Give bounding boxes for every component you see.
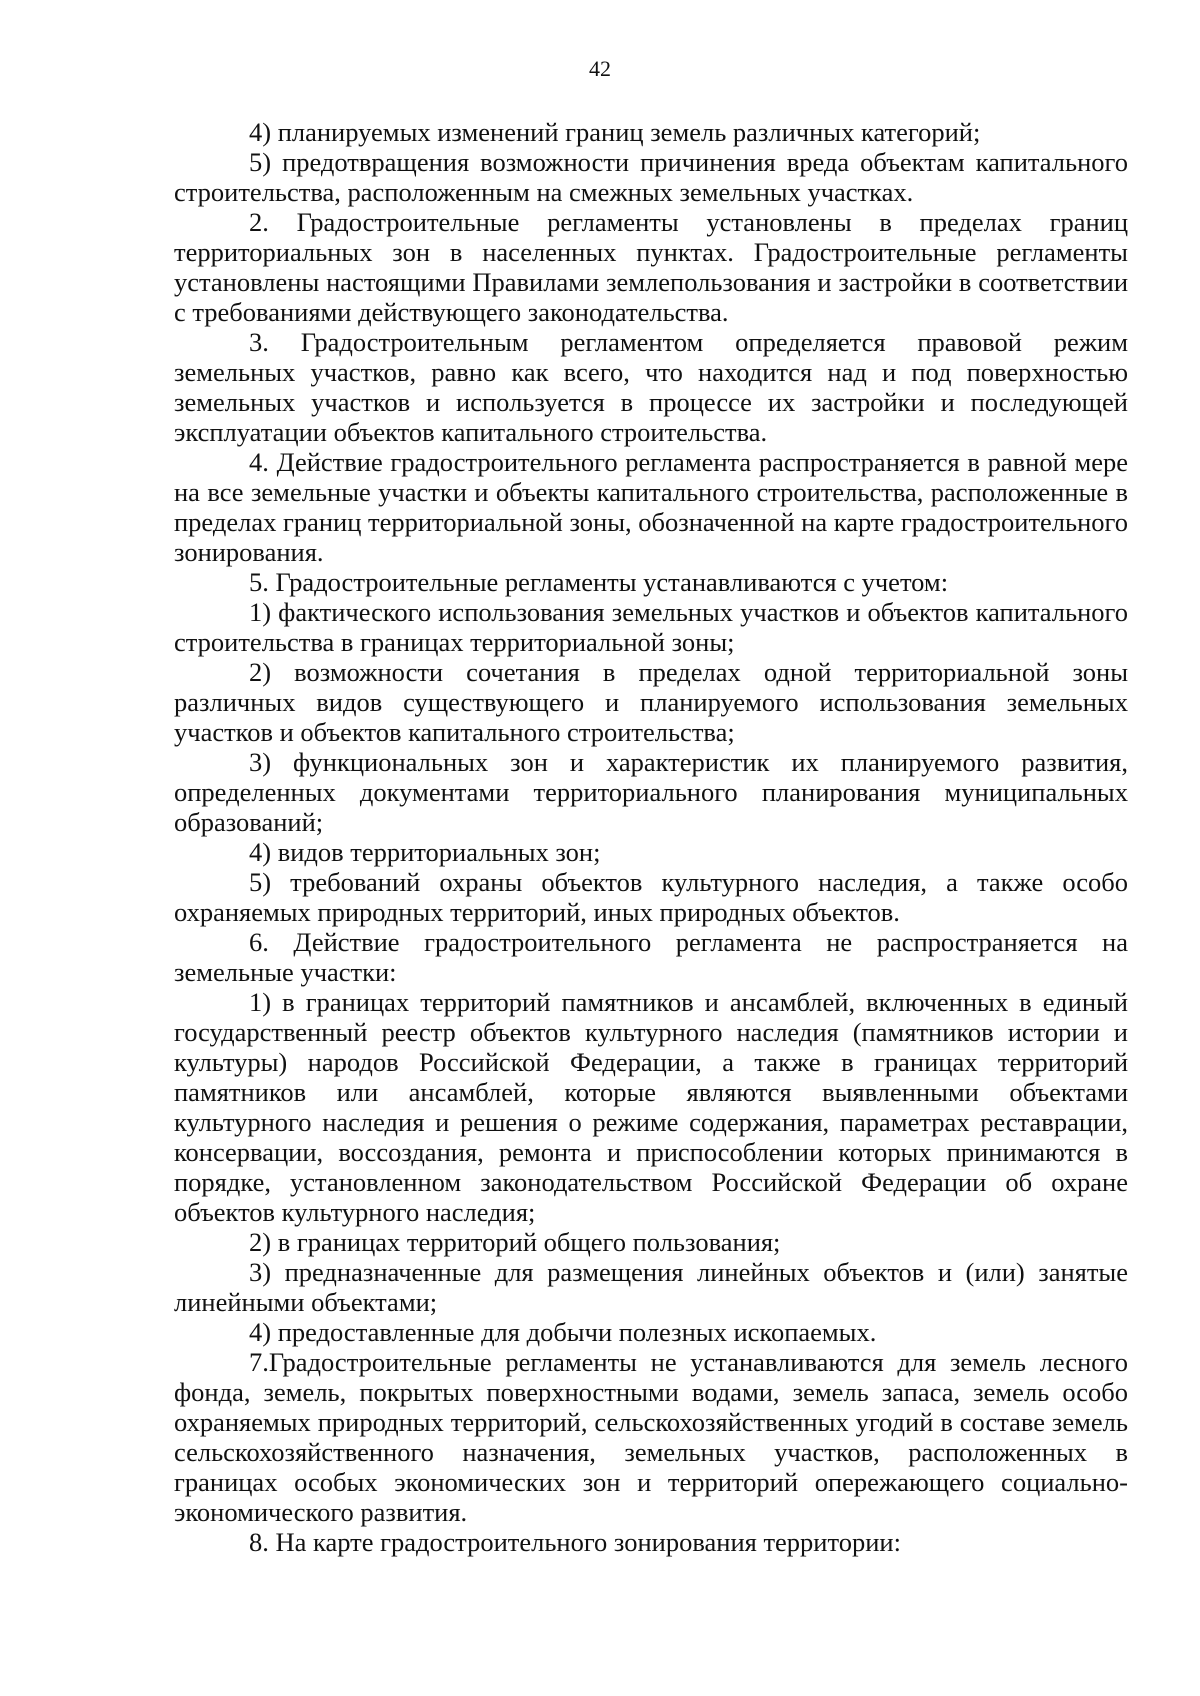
- list-item-use-combination: 2) возможности сочетания в пределах одной территориальной зоны различных видов существующего и планируемого использования земельных участков и объектов капитального строительства;: [174, 657, 1128, 747]
- paragraph-5-regulations-basis: 5. Градостроительные регламенты устанавливаются с учетом:: [249, 567, 949, 597]
- paragraph-6-not-applicable: 6. Действие градостроительного регламента не распространяется на земельные участки:: [174, 927, 1128, 987]
- document-body: [174, 117, 1128, 1557]
- paragraph-7-not-established: 7.Градостроительные регламенты не устанавливаются для земель лесного фонда, земель, покрытых поверхностными водами, земель запаса, земель особо охраняемых природных территорий, сельскохозяйственных угодий в составе земель сельскохозяйственного назначения, земельных участков, расположенных в границах особых экономических зон и территорий опережающего социально-экономического развития.: [174, 1347, 1128, 1527]
- page-number: 42: [589, 56, 611, 81]
- list-item-monuments: 1) в границах территорий памятников и ансамблей, включенных в единый государственный реестр объектов культурного наследия (памятников истории и культуры) народов Российской Федерации, а также в границах территорий памятников или ансамблей, которые являются выявленными объектами культурного наследия и решения о режиме содержания, параметрах реставрации, консервации, воссоздания, ремонта и приспособлении которых принимаются в порядке, установленном законодательством Российской Федерации об охране объектов культурного наследия;: [174, 987, 1128, 1227]
- paragraph-item-4-categories: 4) планируемых изменений границ земель различных категорий;: [249, 117, 981, 147]
- list-item-zone-types: 4) видов территориальных зон;: [249, 837, 601, 867]
- list-item-public-areas: 2) в границах территорий общего пользования;: [249, 1227, 781, 1257]
- list-item-functional-zones: 3) функциональных зон и характеристик их планируемого развития, определенных документами территориального планирования муниципальных образований;: [174, 747, 1128, 837]
- list-item-actual-use: 1) фактического использования земельных участков и объектов капитального строительства в границах территориальной зоны;: [174, 597, 1128, 657]
- list-item-linear-objects: 3) предназначенные для размещения линейных объектов и (или) занятые линейными объектами;: [174, 1257, 1128, 1317]
- list-item-heritage-protection: 5) требований охраны объектов культурного наследия, а также особо охраняемых природных территорий, иных природных объектов.: [174, 867, 1128, 927]
- paragraph-item-5-harm-prevention: 5) предотвращения возможности причинения вреда объектам капитального строительства, расположенным на смежных земельных участках.: [174, 147, 1128, 207]
- paragraph-2-regulations-established: 2. Градостроительные регламенты установлены в пределах границ территориальных зон в населенных пунктах. Градостроительные регламенты установлены настоящими Правилами землепользования и застройки в соответствии с требованиями действующего законодательства.: [174, 207, 1128, 327]
- paragraph-3-legal-regime: 3. Градостроительным регламентом определяется правовой режим земельных участков, равно как всего, что находится над и под поверхностью земельных участков и используется в процессе их застройки и последующей эксплуатации объектов капитального строительства.: [174, 327, 1128, 447]
- list-item-mineral-extraction: 4) предоставленные для добычи полезных ископаемых.: [249, 1317, 877, 1347]
- paragraph-8-zoning-map: 8. На карте градостроительного зонирования территории:: [249, 1527, 901, 1557]
- paragraph-4-regulation-scope: 4. Действие градостроительного регламента распространяется в равной мере на все земельные участки и объекты капитального строительства, расположенные в пределах границ территориальной зоны, обозначенной на карте градостроительного зонирования.: [174, 447, 1128, 567]
